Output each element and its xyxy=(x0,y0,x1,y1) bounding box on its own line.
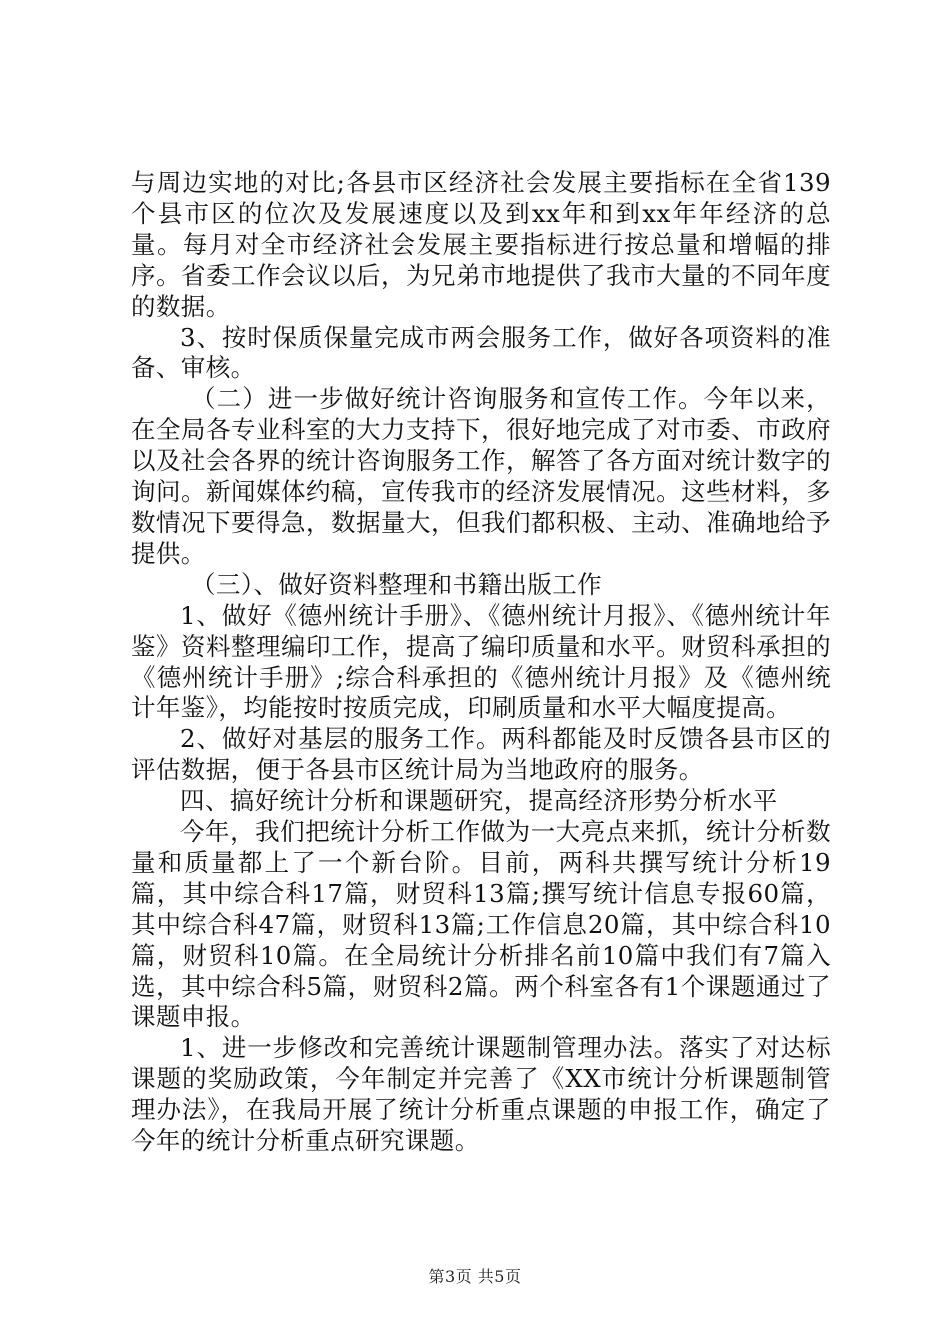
paragraph-continuation: 与周边实地的对比;各县市区经济社会发展主要指标在全省139个县市区的位次及发展速度以及到xx年和到xx年年经济的总量。每月对全市经济社会发展主要指标进行按总量和增幅的排序。省委工作会议以后，为兄弟市地提供了我市大量的不同年度的数据。 xyxy=(131,168,831,321)
paragraph-item-2-service: 2、做好对基层的服务工作。两科都能及时反馈各县市区的评估数据，便于各县市区统计局为当地政府的服务。 xyxy=(131,724,831,785)
paragraph-section-2: （二）进一步做好统计咨询服务和宣传工作。今年以来，在全局各专业科室的大力支持下，很好地完成了对市委、市政府以及社会各界的统计咨询服务工作，解答了各方面对统计数字的询问。新闻媒体约稿，宣传我市的经济发展情况。这些材料，多数情况下要得急，数据量大，但我们都积极、主动、准确地给予提供。 xyxy=(131,384,831,568)
document-body xyxy=(131,168,831,1157)
paragraph-item-3: 3、按时保质保量完成市两会服务工作，做好各项资料的准备、审核。 xyxy=(131,322,831,383)
page-number-footer: 第3页 共5页 xyxy=(428,1267,522,1286)
paragraph-item-1-handbook: 1、做好《德州统计手册》、《德州统计月报》、《德州统计年鉴》资料整理编印工作，提高了编印质量和水平。财贸科承担的《德州统计手册》;综合科承担的《德州统计月报》及《德州统计年鉴》，均能按时按质完成，印刷质量和水平大幅度提高。 xyxy=(131,600,831,723)
paragraph-item-1-management: 1、进一步修改和完善统计课题制管理办法。落实了对达标课题的奖励政策，今年制定并完善了《XX市统计分析课题制管理办法》，在我局开展了统计分析重点课题的申报工作，确定了今年的统计分析重点研究课题。 xyxy=(131,1033,831,1156)
paragraph-analysis-summary: 今年，我们把统计分析工作做为一大亮点来抓，统计分析数量和质量都上了一个新台阶。目前，两科共撰写统计分析19篇，其中综合科17篇，财贸科13篇;撰写统计信息专报60篇，其中综合科47篇，财贸科13篇;工作信息20篇，其中综合科10篇，财贸科10篇。在全局统计分析排名前10篇中我们有7篇入选，其中综合科5篇，财贸科2篇。两个科室各有1个课题通过了课题申报。 xyxy=(131,817,831,1032)
paragraph-section-4-heading: 四、搞好统计分析和课题研究，提高经济形势分析水平 xyxy=(180,786,778,816)
paragraph-section-3-heading: （三）、做好资料整理和书籍出版工作 xyxy=(191,569,603,599)
